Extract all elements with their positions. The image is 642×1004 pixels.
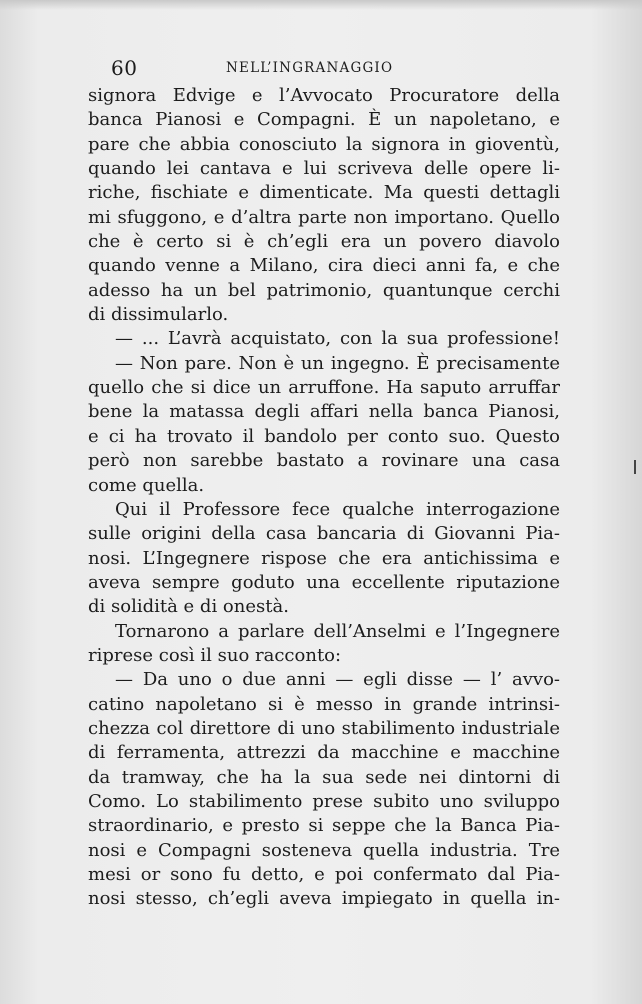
text-line: signora Edvige e l’Avvocato Procuratore della <box>88 85 560 106</box>
text-line: catino napoletano si è messo in grande intrinsi- <box>88 693 560 715</box>
text-line: bene la matassa degli affari nella banca Pianosi, <box>88 401 560 423</box>
text-line: — ... L’avrà acquistato, con la sua professione! <box>115 328 560 350</box>
text-line: mi sfuggono, e d’altra parte non importano. Quello <box>88 206 560 228</box>
text-line: chezza col direttore di uno stabilimento industriale <box>88 717 560 739</box>
text-line: — Non pare. Non è un ingegno. È precisamente <box>115 352 560 374</box>
text-line: di ferramenta, attrezzi da macchine e macchine <box>88 742 560 764</box>
text-line: mesi or sono fu detto, e poi confermato dal Pia- <box>88 864 560 885</box>
text-line: e ci ha trovato il bandolo per conto suo. Questo <box>88 425 560 447</box>
text-line: riche, fischiate e dimenticate. Ma questi dettagli <box>88 182 560 204</box>
text-line: quando lei cantava e lui scriveva delle opere li- <box>88 158 560 180</box>
text-line: straordinario, e presto si seppe che la Banca Pia- <box>88 815 560 837</box>
text-line: — Da uno o due anni — egli disse — l’ avvo- <box>115 669 560 691</box>
text-line: nosi e Compagni sosteneva quella industria. Tre <box>88 839 560 861</box>
text-line: nosi stesso, ch’egli aveva impiegato in quella in- <box>88 888 560 910</box>
page-header <box>0 52 642 82</box>
text-line: Qui il Professore fece qualche interrogazione <box>115 498 560 520</box>
text-line: sulle origini della casa bancaria di Giovanni Pia- <box>88 523 560 545</box>
text-line: di solidità e di onestà. <box>88 596 289 618</box>
text-line: quello che si dice un arruffone. Ha saputo arruffar <box>88 377 560 399</box>
text-line: banca Pianosi e Compagni. È un napoletano, e <box>88 109 560 131</box>
text-line: Como. Lo stabilimento prese subito uno sviluppo <box>88 790 560 812</box>
text-line: di dissimularlo. <box>88 304 229 326</box>
page-top-edge <box>0 0 642 10</box>
text-line: pare che abbia conosciuto la signora in gioventù, <box>88 133 560 155</box>
text-line: quando venne a Milano, cira dieci anni fa, e che <box>88 255 560 277</box>
text-line: Tornarono a parlare dell’Anselmi e l’Ingegnere <box>115 620 560 642</box>
margin-mark <box>634 460 636 474</box>
text-line: adesso ha un bel patrimonio, quantunque cerchi <box>88 279 560 301</box>
text-line: aveva sempre goduto una eccellente riputazione <box>88 571 560 593</box>
text-line: da tramway, che ha la sua sede nei dintorni di <box>88 766 560 788</box>
running-title: NELL’INGRANAGGIO <box>226 60 394 76</box>
text-line: come quella. <box>88 474 205 496</box>
text-line: però non sarebbe bastato a rovinare una casa <box>88 450 560 472</box>
text-line: nosi. L’Ingegnere rispose che era antichissima e <box>88 547 560 569</box>
text-line: che è certo si è ch’egli era un povero diavolo <box>88 231 560 253</box>
body-text <box>88 84 560 912</box>
text-line: riprese così il suo racconto: <box>88 644 342 666</box>
page-number: 60 <box>111 56 138 80</box>
